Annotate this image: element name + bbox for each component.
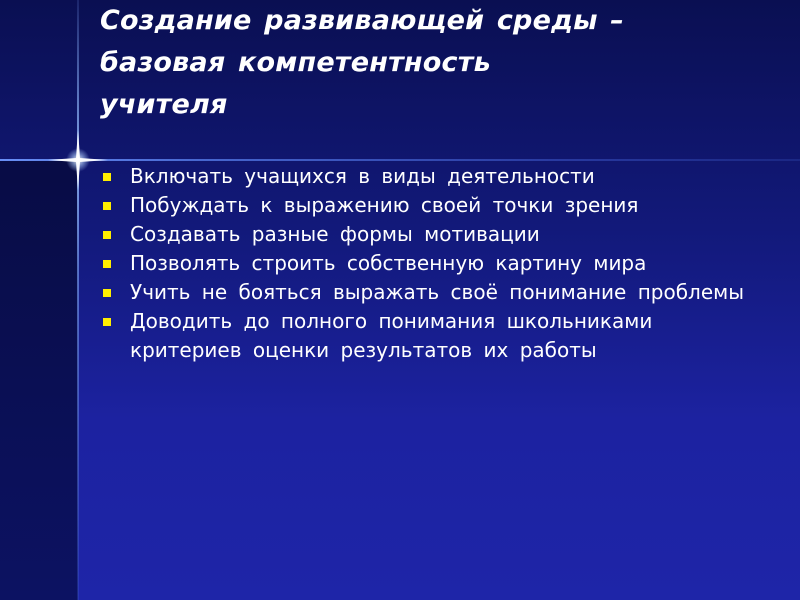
square-bullet-icon <box>103 231 111 239</box>
list-item <box>100 249 760 278</box>
square-bullet-icon <box>103 173 111 181</box>
list-item <box>100 278 760 307</box>
title-line: базовая компетентность <box>100 47 491 78</box>
list-item <box>100 307 760 365</box>
list-item-text: Позволять строить собственную картину мира <box>130 251 647 275</box>
left-band-decoration <box>0 160 78 600</box>
square-bullet-icon <box>103 289 111 297</box>
slide-title <box>100 0 720 126</box>
title-line: Создание развивающей среды – <box>100 5 625 36</box>
vertical-rule <box>77 0 79 600</box>
square-bullet-icon <box>103 260 111 268</box>
list-item <box>100 191 760 220</box>
list-item-text: Доводить до полного понимания школьниками критериев оценки результатов их работы <box>130 309 653 362</box>
list-item-text: Побуждать к выражению своей точки зрения <box>130 193 639 217</box>
square-bullet-icon <box>103 318 111 326</box>
title-line: учителя <box>100 89 228 120</box>
bullet-list <box>100 162 760 365</box>
list-item-text: Учить не бояться выражать своё понимание проблемы <box>130 280 745 304</box>
square-bullet-icon <box>103 202 111 210</box>
list-item <box>100 162 760 191</box>
list-item-text: Создавать разные формы мотивации <box>130 222 540 246</box>
horizontal-rule <box>0 159 800 161</box>
list-item <box>100 220 760 249</box>
star-sparkle-icon <box>48 130 108 190</box>
list-item-text: Включать учащихся в виды деятельности <box>130 164 595 188</box>
